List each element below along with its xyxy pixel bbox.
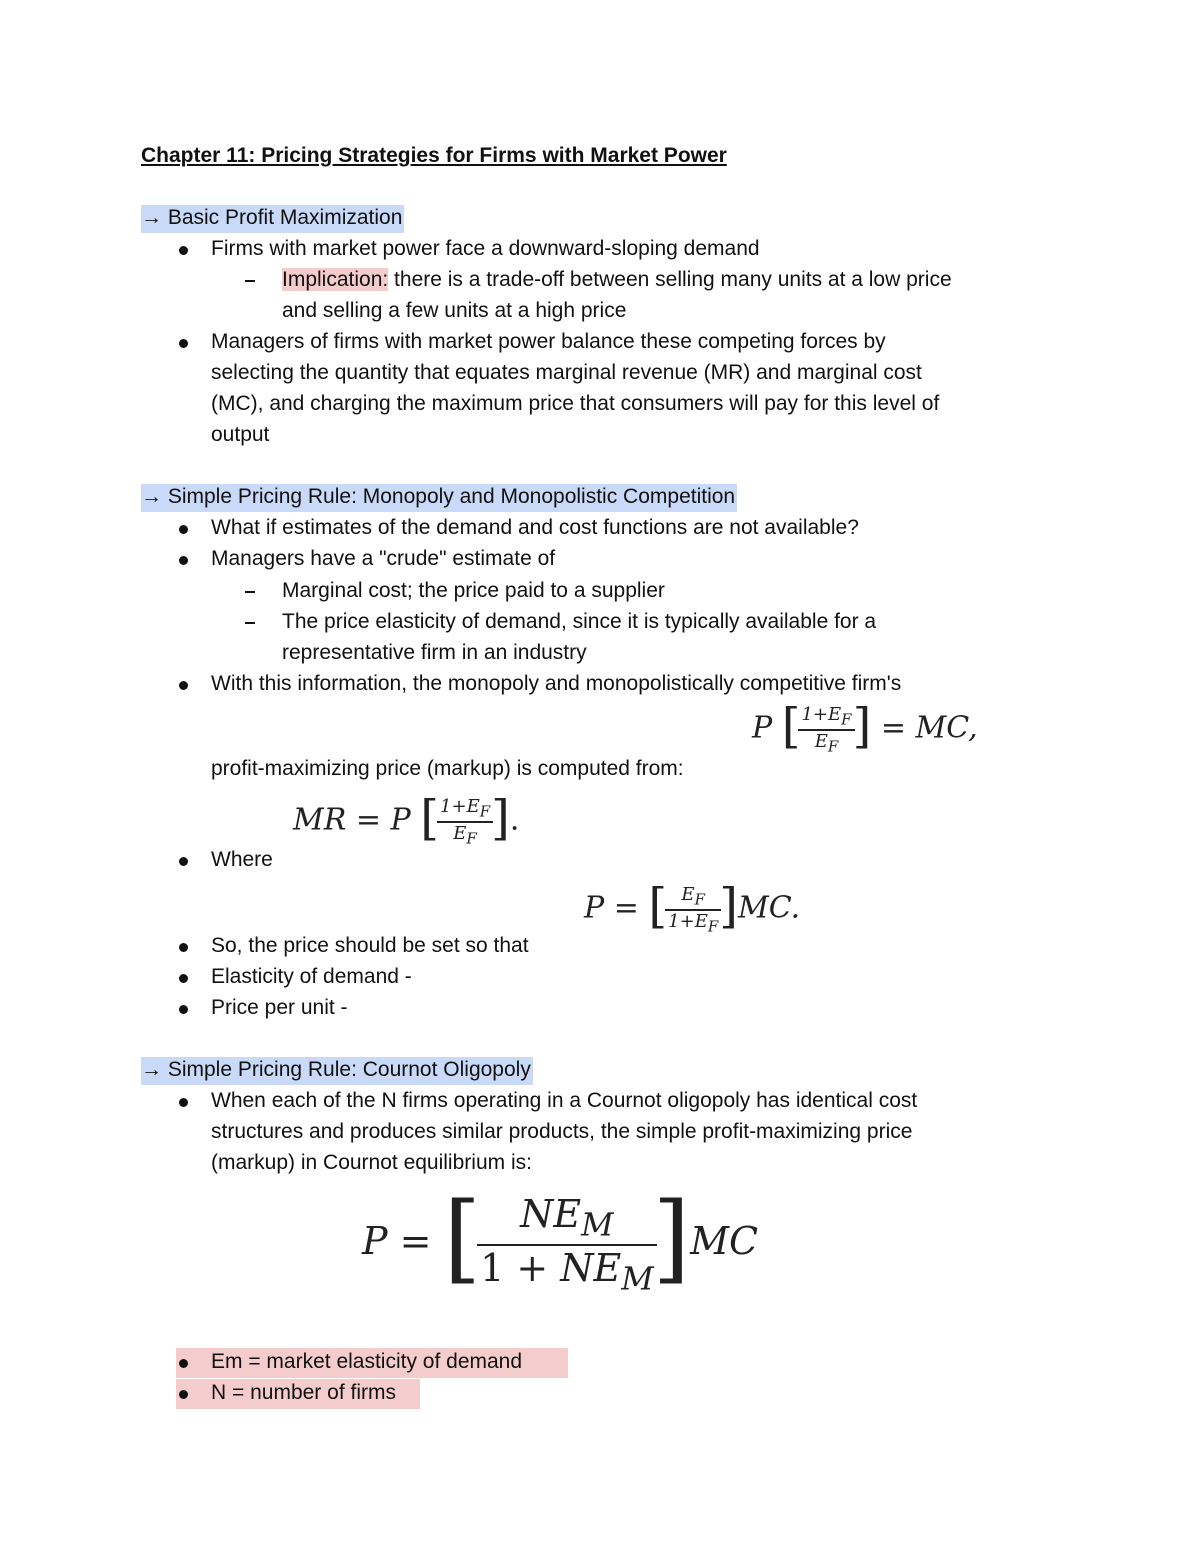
bullet-text: selecting the quantity that equates marginal revenue (MR) and marginal cost	[211, 361, 922, 384]
definition-em: Em = market elasticity of demand	[211, 1350, 523, 1373]
dash-icon	[245, 280, 255, 282]
equation-optimal-price: P = [ $\frac{E_F}{1+E_F}$ ]MC.	[584, 877, 801, 936]
bullet-icon	[179, 943, 188, 952]
section-heading-monopoly: → Simple Pricing Rule: Monopoly and Monopolistic Competition	[141, 484, 737, 512]
bullet-text: Where	[211, 848, 273, 871]
bullet-text: Price per unit -	[211, 996, 348, 1019]
definition-n: N = number of firms	[211, 1381, 396, 1404]
bullet-icon	[179, 1390, 188, 1399]
bullet-icon	[179, 1098, 188, 1107]
bullet-text: (markup) in Cournot equilibrium is:	[211, 1151, 532, 1174]
bullet-text: Managers have a "crude" estimate of	[211, 547, 556, 570]
bullet-icon	[179, 1359, 188, 1368]
bullet-icon	[179, 1005, 188, 1014]
implication-text: there is a trade-off between selling many units at a low price	[388, 268, 952, 291]
bullet-text: So, the price should be set so that	[211, 934, 529, 957]
dash-icon	[245, 622, 255, 624]
bullet-text: Elasticity of demand -	[211, 965, 412, 988]
sub-bullet-text: representative firm in an industry	[282, 641, 587, 664]
bullet-text: Firms with market power face a downward-sloping demand	[211, 237, 760, 260]
bullet-icon	[179, 246, 188, 255]
sub-bullet-text: and selling a few units at a high price	[282, 299, 627, 322]
bullet-text: What if estimates of the demand and cost functions are not available?	[211, 516, 859, 539]
bullet-icon	[179, 681, 188, 690]
page-title: Chapter 11: Pricing Strategies for Firms with Market Power	[141, 144, 727, 167]
bullet-icon	[179, 556, 188, 565]
equation-cournot-price: P = [ $\frac{NE_M}{1 + NE_M}$ ]MC	[362, 1181, 759, 1298]
section-heading-cournot: → Simple Pricing Rule: Cournot Oligopoly	[141, 1057, 533, 1085]
bullet-text: (MC), and charging the maximum price that consumers will pay for this level of	[211, 392, 940, 415]
bullet-text: structures and produces similar products, the simple profit-maximizing price	[211, 1120, 913, 1143]
bullet-text: Managers of firms with market power balance these competing forces by	[211, 330, 886, 353]
implication-label: Implication:	[282, 268, 389, 291]
equation-marginal-revenue: MR = P [ $\frac{1+E_F}{E_F}$ ].	[293, 789, 520, 848]
bullet-text: output	[211, 423, 270, 446]
equation-markup-rule: P [ $\frac{1+E_F}{E_F}$ ] = MC,	[752, 697, 978, 756]
section-heading-basic-profit: → Basic Profit Maximization	[141, 205, 404, 233]
bullet-icon	[179, 525, 188, 534]
sub-bullet-text: Marginal cost; the price paid to a supplier	[282, 579, 665, 602]
bullet-icon	[179, 974, 188, 983]
bullet-icon	[179, 339, 188, 348]
bullet-icon	[179, 857, 188, 866]
dash-icon	[245, 591, 255, 593]
bullet-text: When each of the N firms operating in a Cournot oligopoly has identical cost	[211, 1089, 918, 1112]
sub-bullet-text: The price elasticity of demand, since it is typically available for a	[282, 610, 877, 633]
bullet-text: With this information, the monopoly and monopolistically competitive firm's	[211, 672, 902, 695]
bullet-text: profit-maximizing price (markup) is computed from:	[211, 757, 684, 780]
sub-bullet-implication	[282, 267, 952, 293]
